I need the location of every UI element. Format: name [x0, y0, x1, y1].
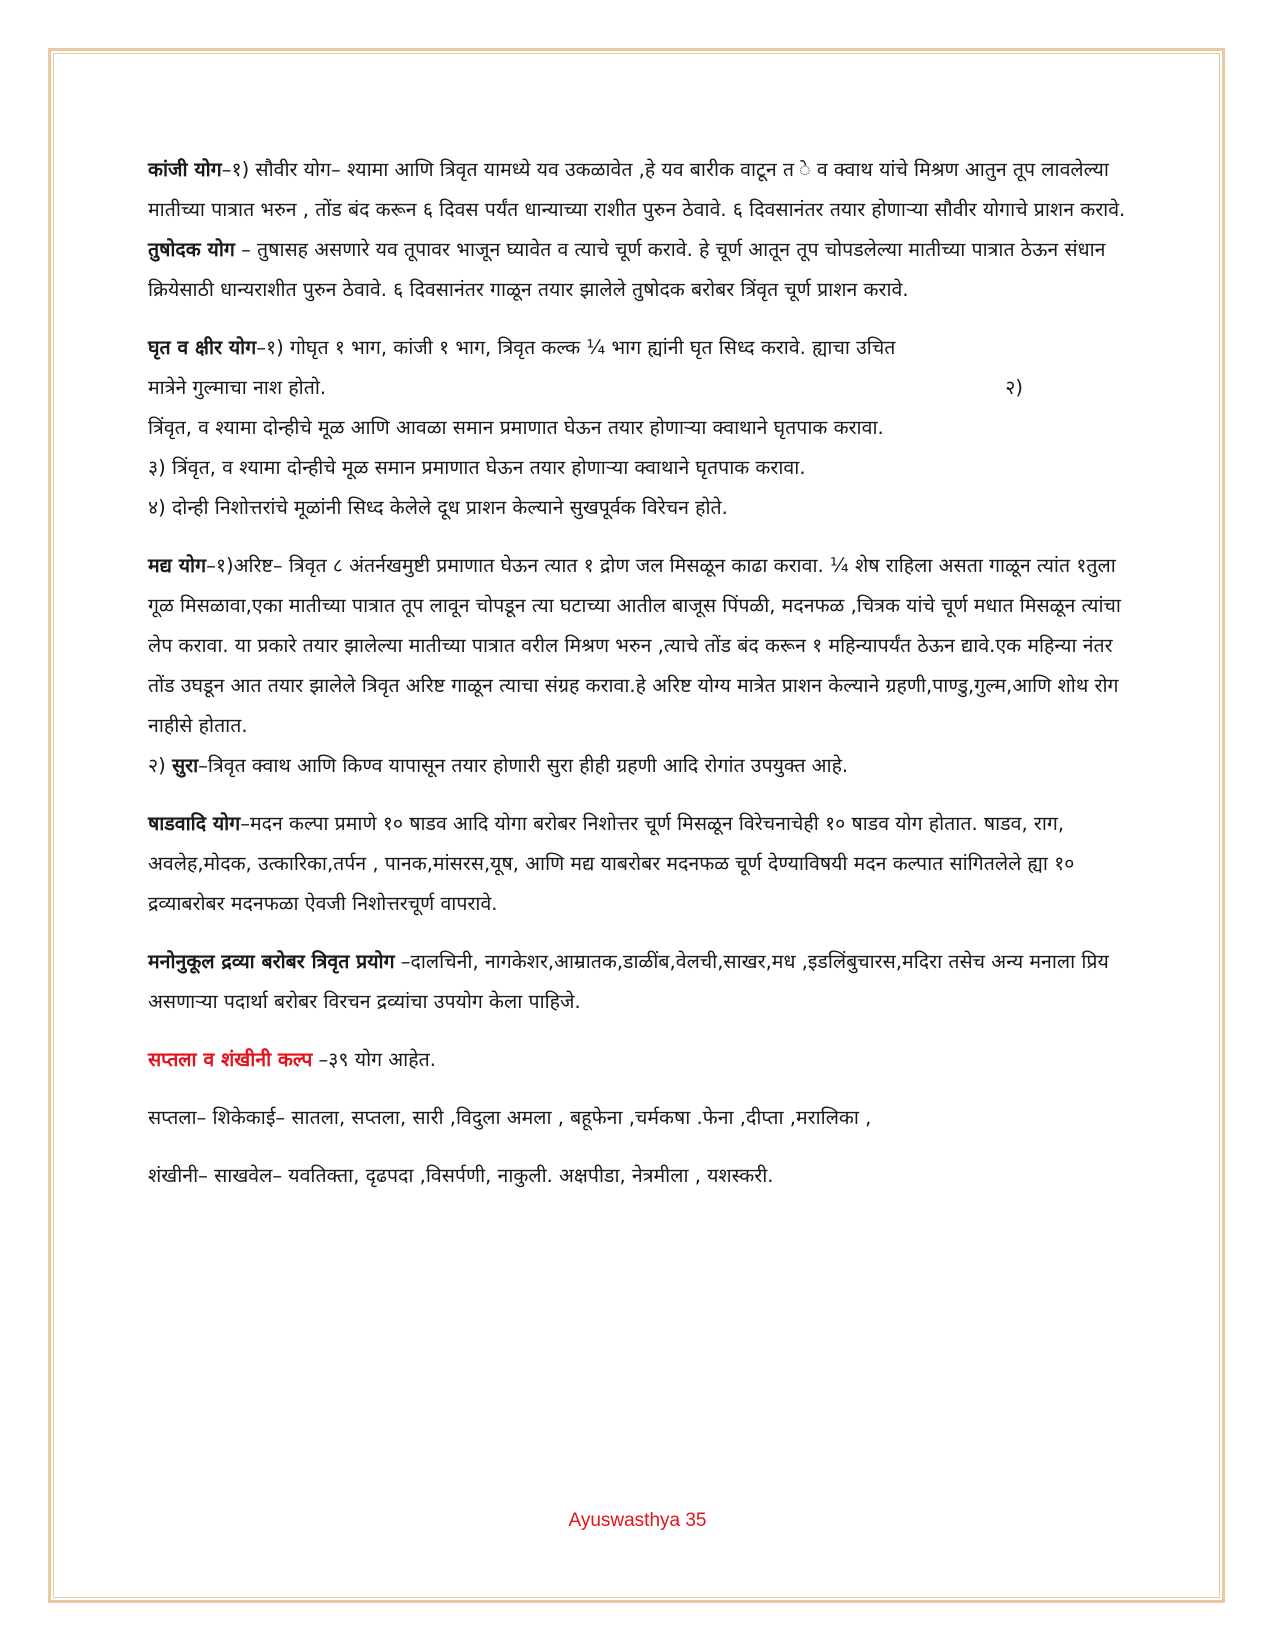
section-ghrut-ksheer-yog	[148, 328, 1133, 528]
paragraph-kanji-yog	[148, 150, 1133, 230]
paragraph-sura	[148, 746, 1133, 786]
paragraph-shadavadi-yog	[148, 804, 1133, 924]
ghrut-line-1-text: –१) गोघृत १ भाग, कांजी १ भाग, त्रिवृत कल्क ¼ भाग ह्यांनी घृत सिध्द करावे. ह्याचा उचित	[256, 336, 896, 359]
heading-kanji-yog: कांजी योग	[148, 158, 222, 181]
text-saptala-kalp: –३९ योग आहेत.	[312, 1048, 436, 1071]
heading-tushodak-yog: तुषोदक योग	[148, 238, 235, 261]
section-madya-yog	[148, 546, 1133, 786]
paragraph-madya-yog	[148, 546, 1133, 746]
heading-saptala-kalp: सप्तला व शंखीनी कल्प	[148, 1048, 313, 1071]
text-manonukul-prayog: –दालचिनी, नागकेशर,आम्रातक,डाळींब,वेलची,साखर,मध ,इडलिंबुचारस,मदिरा तसेच अन्य मनाला प्रिय असणाऱ्या पदार्था बरोबर विरचन द्रव्यांचा उपयोग केला पाहिजे.	[148, 950, 1109, 1013]
ghrut-line-2-text: मात्रेने गुल्माचा नाश होतो.	[148, 376, 327, 399]
text-sura: –त्रिवृत क्वाथ आणि किण्व यापासून तयार होणारी सुरा हीही ग्रहणी आदि रोगांत उपयुक्त आहे.	[198, 754, 849, 777]
ghrut-item-number-2: २)	[1005, 376, 1023, 399]
document-body	[148, 150, 1133, 1196]
text-madya-yog: –१)अरिष्ट– त्रिवृत ८ अंतर्नखमुष्टी प्रमाणात घेऊन त्यात १ द्रोण जल मिसळून काढा करावा. ¼ शेष राहिला असता गाळून त्यांत १तुला गूळ मिसळावा,एका मातीच्या पात्रात तूप लावून चोपडून त्या घटाच्या आतील बाजूस पिंपळी, मदनफळ ,चित्रक यांचे चूर्ण मधात मिसळून त्यांचा लेप करावा. या प्रकारे तयार झालेल्या मातीच्या पात्रात वरील मिश्रण भरुन ,त्याचे तोंड बंद करून १ महिन्यापर्यंत ठेऊन द्यावे.एक महिन्या नंतर तोंड उघडून आत तयार झालेले त्रिवृत अरिष्ट गाळून त्याचा संग्रह करावा.हे अरिष्ट योग्य मात्रेत प्राशन केल्याने ग्रहणी,पाण्डु,गुल्म,आणि शोथ रोग नाहीसे होतात.	[148, 554, 1121, 737]
ghrut-line-4: ३) त्रिंवृत, व श्यामा दोन्हीचे मूळ समान प्रमाणात घेऊन तयार होणाऱ्या क्वाथाने घृतपाक करावा.	[148, 456, 806, 479]
ghrut-line-1	[148, 328, 1133, 368]
text-tushodak-yog: – तुषासह असणारे यव तूपावर भाजून घ्यावेत व त्याचे चूर्ण करावे. हे चूर्ण आतून तूप चोपडलेल्या मातीच्या पात्रात ठेऊन संधान क्रियेसाठी धान्यराशीत पुरुन ठेवावे. ६ दिवसानंतर गाळून तयार झालेले तुषोदक बरोबर त्रिंवृत चूर्ण प्राशन करावे.	[148, 238, 1106, 301]
paragraph-saptala-kalp	[148, 1040, 1133, 1080]
ghrut-line-2	[148, 368, 1133, 408]
ghrut-line-5: ४) दोन्ही निशोत्तरांचे मूळांनी सिध्द केलेले दूध प्राशन केल्याने सुखपूर्वक विरेचन होते.	[148, 496, 728, 519]
heading-sura: सुरा	[171, 754, 199, 777]
ghrut-line-3: त्रिंवृत, व श्यामा दोन्हीचे मूळ आणि आवळा समान प्रमाणात घेऊन तयार होणाऱ्या क्वाथाने घृतपाक करावा.	[148, 416, 884, 439]
shankhini-synonyms: शंखीनी– साखवेल– यवतिक्ता, दृढपदा ,विसर्पणी, नाकुली. अक्षपीडा, नेत्रमीला , यशस्करी.	[148, 1164, 774, 1187]
sura-number: २)	[148, 754, 172, 777]
paragraph-tushodak-yog	[148, 230, 1133, 310]
heading-shadavadi-yog: षाडवादि योग	[148, 812, 241, 835]
text-kanji-yog: –१) सौवीर योग– श्यामा आणि त्रिवृत यामध्ये यव उकळावेत ,हे यव बारीक वाटून त े व क्वाथ यांचे मिश्रण आतुन तूप लावलेल्या मातीच्या पात्रात भरुन , तोंड बंद करून ६ दिवस पर्यंत धान्याच्या राशीत पुरुन ठेवावे. ६ दिवसानंतर तयार होणाऱ्या सौवीर योगाचे प्राशन करावे.	[148, 158, 1126, 221]
paragraph-manonukul-prayog	[148, 942, 1133, 1022]
page-footer: Ayuswasthya 35	[568, 1510, 707, 1531]
heading-ghrut-ksheer-yog: घृत व क्षीर योग	[148, 336, 257, 359]
text-shadavadi-yog: –मदन कल्पा प्रमाणे १० षाडव आदि योगा बरोबर निशोत्तर चूर्ण मिसळून विरेचनाचेही १० षाडव योग होतात. षाडव, राग, अवलेह,मोदक, उत्कारिका,तर्पन , पानक,मांसरस,यूष, आणि मद्य याबरोबर मदनफळ चूर्ण देण्याविषयी मदन कल्पात सांगितलेले ह्या १० द्रव्याबरोबर मदनफळा ऐवजी निशोत्तरचूर्ण वापरावे.	[148, 812, 1075, 915]
heading-madya-yog: मद्य योग	[148, 554, 207, 577]
saptala-synonyms: सप्तला– शिकेकाई– सातला, सप्तला, सारी ,विदुला अमला , बहूफेना ,चर्मकषा .फेना ,दीप्ता ,मरालिका ,	[148, 1106, 872, 1129]
heading-manonukul-prayog: मनोनुकूल द्रव्या बरोबर त्रिवृत प्रयोग	[148, 950, 395, 973]
